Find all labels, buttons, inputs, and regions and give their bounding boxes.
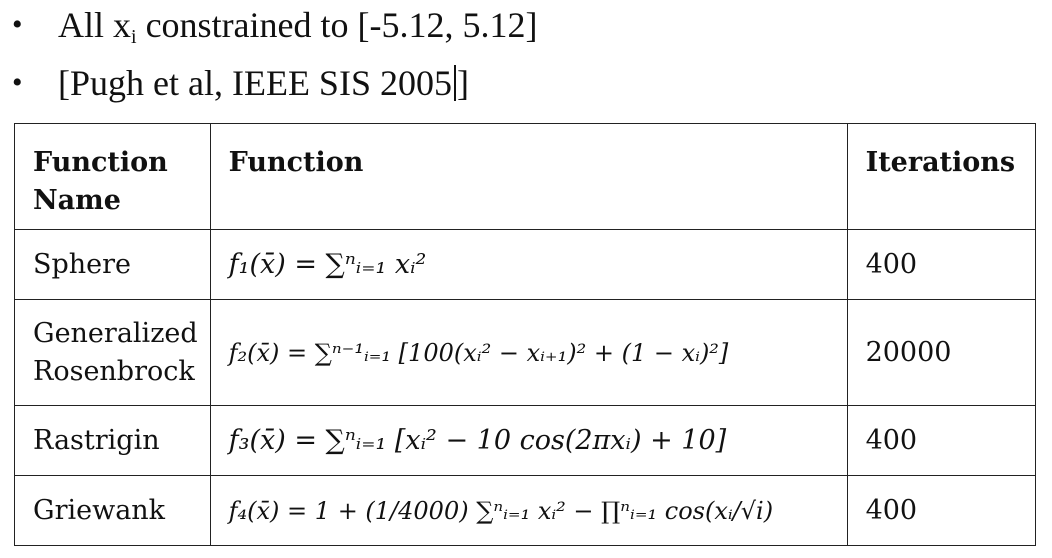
function-name-cell: Griewank — [15, 476, 211, 546]
iterations-cell: 400 — [847, 406, 1035, 476]
header-function: Function — [210, 124, 847, 230]
header-iterations: Iterations — [847, 124, 1035, 230]
header-function-name: Function Name — [15, 124, 211, 230]
text-cursor — [454, 65, 456, 101]
bullet-dot: • — [12, 8, 23, 41]
table-row — [15, 300, 1036, 406]
formula-cell: f₂(x̄) = ∑ⁿ⁻¹ᵢ₌₁ [100(xᵢ² − xᵢ₊₁)² + (1 − xᵢ)²] — [210, 300, 847, 406]
function-name-cell: Sphere — [15, 230, 211, 300]
benchmark-functions-table — [14, 123, 1036, 546]
function-name-cell: Rastrigin — [15, 406, 211, 476]
table-row — [15, 476, 1036, 546]
iterations-cell: 400 — [847, 476, 1035, 546]
formula-cell: f₃(x̄) = ∑ⁿᵢ₌₁ [xᵢ² − 10 cos(2πxᵢ) + 10] — [210, 406, 847, 476]
table-header-row — [15, 124, 1036, 230]
formula-cell: f₄(x̄) = 1 + (1/4000) ∑ⁿᵢ₌₁ xᵢ² − ∏ⁿᵢ₌₁ cos(xᵢ/√i) — [210, 476, 847, 546]
bullet-citation — [0, 55, 1052, 111]
citation-text[interactable]: [Pugh et al, IEEE SIS 2005 ] — [58, 63, 469, 103]
constraint-text: All $x_i$ constrained to [-5.12, 5.12] — [58, 5, 538, 48]
table-row — [15, 406, 1036, 476]
formula-cell: f₁(x̄) = ∑ⁿᵢ₌₁ xᵢ² — [210, 230, 847, 300]
bullet-constraint — [0, 0, 1052, 53]
table-row — [15, 230, 1036, 300]
function-name-cell: Generalized Rosenbrock — [15, 300, 211, 406]
bullet-dot: • — [12, 66, 23, 99]
iterations-cell: 400 — [847, 230, 1035, 300]
iterations-cell: 20000 — [847, 300, 1035, 406]
